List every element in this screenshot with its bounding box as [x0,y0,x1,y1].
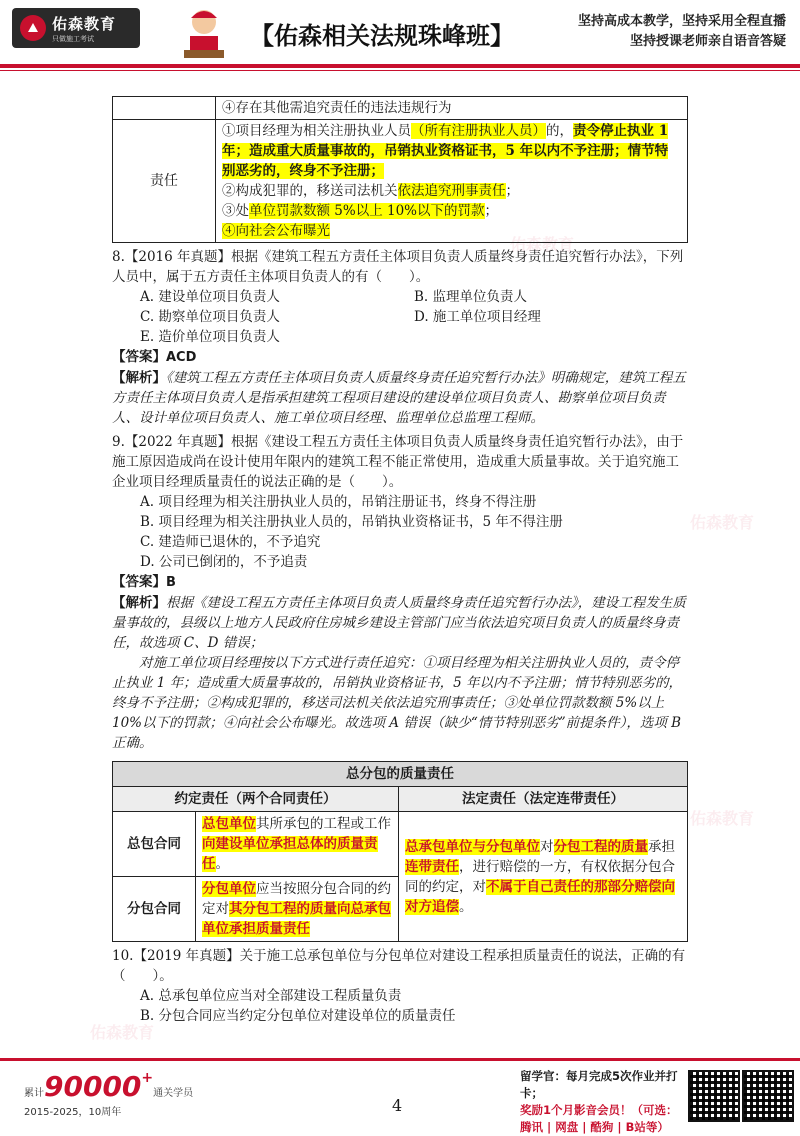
liability-details [216,120,688,243]
option-d: D. 公司已倒闭的，不予追责 [140,554,308,570]
option-a: A. 项目经理为相关注册执业人员的，吊销注册证书，终身不得注册 [140,494,537,510]
option-e: E. 造价单位项目负责人 [140,329,280,345]
table-row: ④存在其他需追究责任的违法违规行为 [216,97,688,120]
table-cell-empty [113,97,216,120]
header-divider [0,64,800,68]
footer-divider [0,1058,800,1061]
explanation: 【解析】《建筑工程五方责任主体项目负责人质量终身责任追究暂行办法》明确规定，建筑工程五方责任主体项目负责人是指承担建筑工程项目建设的建设单位项目负责人、勘察单位项目负责人、设计单位项目负责人、施工单位项目经理、监理单位总监理工程师。 [112,370,686,426]
subcontract-cell: 分包单位应当按照分包合同的约定对其分包工程的质量向总承包单位承担质量责任 [196,877,399,942]
page-title: 【佑森相关法规珠峰班】 [250,22,514,50]
liability-table [112,96,688,243]
answer-line: 【答案】ACD [112,349,197,365]
row-label-general-contract: 总包合同 [113,812,196,877]
option-a: A. 总承包单位应当对全部建设工程质量负责 [140,988,402,1004]
years-text: 2015-2025，10周年 [24,1107,122,1118]
liability-item-1: ①项目经理为相关注册执业人员（所有注册执业人员）的，责令停止执业 1 年；造成重大质量事故的，吊销执业资格证书，5 年以内不予注册；情节特别恶劣的，终身不予注册； [222,123,669,179]
watermark: 佑森教育 [510,235,575,254]
brand-logo [12,8,140,48]
watermark: 佑森教育 [690,809,755,828]
question-stem: 8.【2016 年真题】根据《建筑工程五方责任主体项目负责人质量终身责任追究暂行办法》，下列人员中，属于五方责任主体项目负责人的有（ ）。 [112,249,684,285]
page-header [0,0,800,72]
student-count: 累计90000+通关学员 2015-2025，10周年 [24,1070,194,1118]
explanation: 【解析】根据《建设工程五方责任主体项目负责人质量终身责任追究暂行办法》，建设工程发生质量事故的，县级以上地方人民政府住房城乡建设主管部门应当依法追究项目负责人的质量终身责任，故选项 C、D 错误； [112,595,686,651]
mascot-icon [178,4,230,62]
question-options [112,287,688,347]
option-b: B. 项目经理为相关注册执业人员的，吊销执业资格证书，5 年不得注册 [140,514,563,530]
liability-item-3: ③处单位罚款数额 5%以上 10%以下的罚款； [222,203,499,219]
row-label-subcontract: 分包合同 [113,877,196,942]
option-b: B. 分包合同应当约定分包单位对建设单位的质量责任 [140,1008,456,1024]
question-stem: 9.【2022 年真题】根据《建设工程五方责任主体项目负责人质量终身责任追究暂行办法》，由于施工原因造成尚在设计使用年限内的建筑工程不能正常使用，造成重大质量事故。关于追究施工企业项目经理质量责任的说法正确的是（ ）。 [112,434,684,490]
row-label-liability: 责任 [113,120,216,243]
question-9 [112,432,688,753]
page-footer [0,1048,800,1132]
quality-liability-table [112,761,688,942]
question-stem: 10.【2019 年真题】关于施工总承包单位与分包单位对建设工程承担质量责任的说法，正确的有（ ）。 [112,948,686,984]
watermark: 佑森教育 [90,1023,155,1042]
slogan-line-1: 坚持高成本教学，坚持采用全程直播 [577,14,786,29]
legal-liability-cell: 总承包单位与分包单位对分包工程的质量承担连带责任，进行赔偿的一方，有权依据分包合同的约定，对不属于自己责任的那部分赔偿向对方追偿。 [399,812,688,942]
option-c: C. 勘察单位项目负责人 [140,309,280,325]
liability-item-4: ④向社会公布曝光 [222,223,330,239]
option-a: A. 建设单位项目负责人 [140,289,280,305]
student-count-number: 90000 [44,1070,142,1103]
logo-slogan: 只做施工考试 [52,34,94,43]
page-number: 4 [392,1096,403,1115]
qr-code-icon [688,1070,740,1122]
header-slogans [578,12,786,52]
question-8 [112,247,688,428]
document-body [112,96,688,1026]
answer-line: 【答案】B [112,574,176,590]
question-10 [112,946,688,1026]
watermark: 佑森教育 [690,513,755,532]
column-header-legal: 法定责任（法定连带责任） [399,787,688,812]
logo-icon [20,15,46,41]
general-contract-cell: 总包单位其所承包的工程或工作向建设单位承担总体的质量责任。 [196,812,399,877]
explanation-continued: 对施工单位项目经理按以下方式进行责任追究：①项目经理为相关注册执业人员的，责令停止执业 1 年；造成重大质量事故的，吊销执业资格证书，5 年以内不予注册；情节特别恶劣的，终身不予注册；②构成犯罪的，移送司法机关依法追究刑事责任；③处单位罚款数额 5%以上 10%以下的罚款；④向社会公布曝光。故选项 A 错误（缺少“情节特别恶劣”前提条件），选项 B 正确。 [112,655,683,751]
logo-name: 佑森教育 [52,14,117,33]
option-c: C. 建造师已退休的，不予追究 [140,534,321,550]
header-divider-thin [0,70,800,71]
promo-text: 留学官：每月完成5次作业并打卡； 奖励1个月影音会员！（可选：腾讯 | 网盘 | 酷狗 | B站等） [520,1069,678,1134]
table-title: 总分包的质量责任 [113,762,688,787]
liability-item-2: ②构成犯罪的，移送司法机关依法追究刑事责任； [222,183,519,199]
option-b: B. 监理单位负责人 [414,289,528,305]
option-d: D. 施工单位项目经理 [414,309,541,325]
column-header-contractual: 约定责任（两个合同责任） [113,787,399,812]
qr-code-icon [742,1070,794,1122]
slogan-line-2: 坚持授课老师亲自语音答疑 [629,34,786,49]
